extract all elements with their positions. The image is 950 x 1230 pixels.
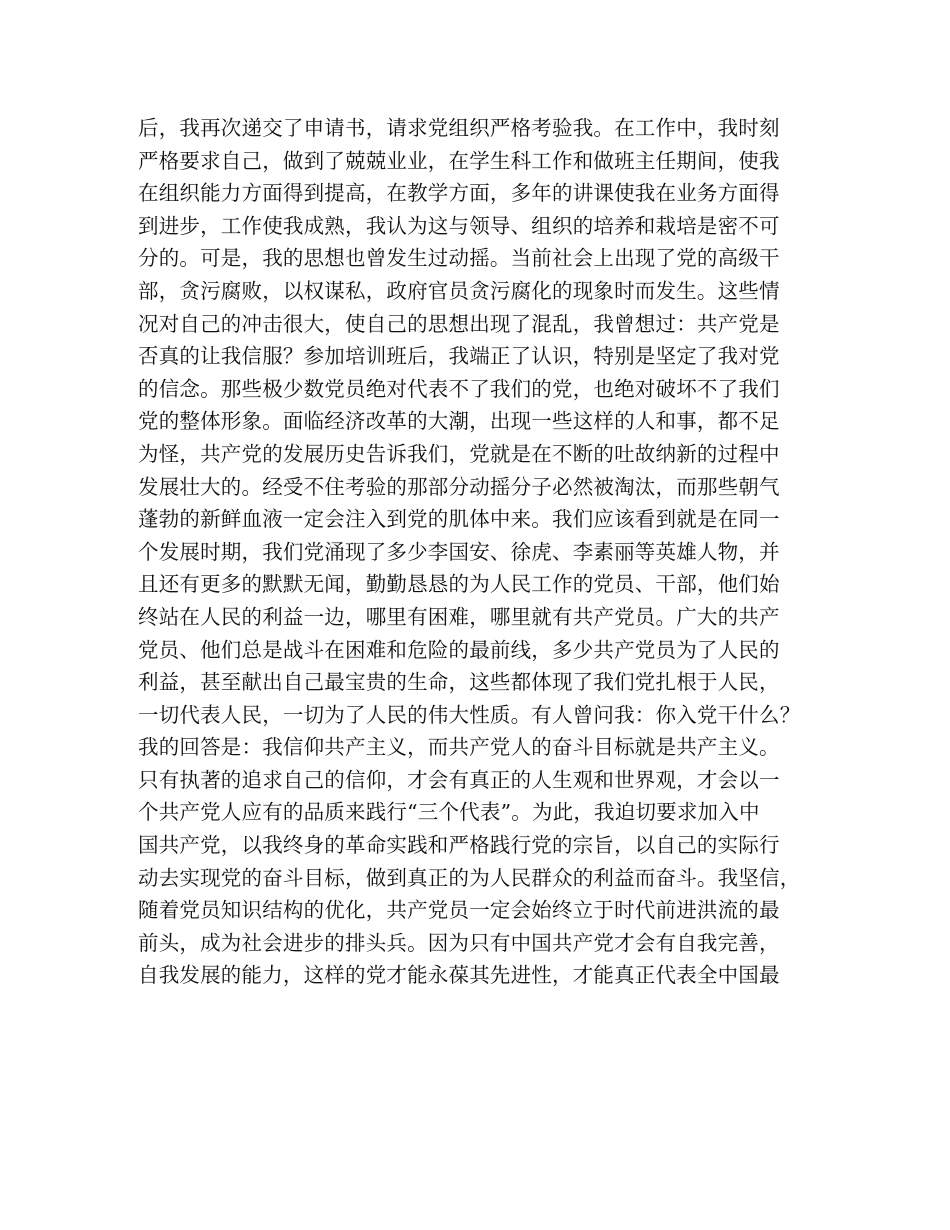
text-line: 分的。可是，我的思想也曾发生过动摇。当前社会上出现了党的高级干 — [138, 246, 780, 271]
text-line: 动去实现党的奋斗目标，做到真正的为人民群众的利益而奋斗。我坚信， — [138, 865, 801, 890]
text-line: 党员、他们总是战斗在困难和危险的最前线，多少共产党员为了人民的 — [138, 637, 780, 662]
text-line: 在组织能力方面得到提高，在教学方面，多年的讲课使我在业务方面得 — [138, 181, 780, 206]
text-line: 到进步，工作使我成熟，我认为这与领导、组织的培养和栽培是密不可 — [138, 213, 780, 238]
text-line: 部，贪污腐败，以权谋私，政府官员贪污腐化的现象时而发生。这些情 — [138, 278, 780, 303]
text-line: 一切代表人民，一切为了人民的伟大性质。有人曾问我：你入党干什么？ — [138, 702, 801, 727]
text-line: 只有执著的追求自己的信仰，才会有真正的人生观和世界观，才会以一 — [138, 767, 780, 792]
text-line: 况对自己的冲击很大，使自己的思想出现了混乱，我曾想过：共产党是 — [138, 311, 780, 336]
text-line: 否真的让我信服？参加培训班后，我端正了认识，特别是坚定了我对党 — [138, 344, 780, 369]
text-line: 个共产党人应有的品质来践行“三个代表”。为此，我迫切要求加入中 — [138, 800, 760, 825]
text-line: 蓬勃的新鲜血液一定会注入到党的肌体中来。我们应该看到就是在同一 — [138, 507, 780, 532]
text-line: 严格要求自己，做到了兢兢业业，在学生科工作和做班主任期间，使我 — [138, 148, 780, 173]
text-line: 随着党员知识结构的优化，共产党员一定会始终立于时代前进洪流的最 — [138, 898, 780, 923]
text-line: 个发展时期，我们党涌现了多少李国安、徐虎、李素丽等英雄人物，并 — [138, 539, 780, 564]
text-line: 自我发展的能力，这样的党才能永葆其先进性，才能真正代表全中国最 — [138, 963, 780, 988]
text-line: 国共产党，以我终身的革命实践和严格践行党的宗旨，以自己的实际行 — [138, 833, 780, 858]
body-text — [138, 112, 838, 992]
text-line: 党的整体形象。面临经济改革的大潮，出现一些这样的人和事，都不足 — [138, 409, 780, 434]
text-line: 我的回答是：我信仰共产主义，而共产党人的奋斗目标就是共产主义。 — [138, 735, 780, 760]
text-line: 发展壮大的。经受不住考验的那部分动摇分子必然被淘汰，而那些朝气 — [138, 474, 780, 499]
text-line: 终站在人民的利益一边，哪里有困难，哪里就有共产党员。广大的共产 — [138, 604, 780, 629]
text-line: 利益，甚至献出自己最宝贵的生命，这些都体现了我们党扎根于人民， — [138, 670, 780, 695]
text-line: 前头，成为社会进步的排头兵。因为只有中国共产党才会有自我完善， — [138, 930, 780, 955]
text-line: 的信念。那些极少数党员绝对代表不了我们的党，也绝对破坏不了我们 — [138, 376, 780, 401]
text-line: 后，我再次递交了申请书，请求党组织严格考验我。在工作中，我时刻 — [138, 116, 780, 140]
text-line: 且还有更多的默默无闻，勤勤恳恳的为人民工作的党员、干部，他们始 — [138, 572, 780, 597]
text-line: 为怪，共产党的发展历史告诉我们，党就是在不断的吐故纳新的过程中 — [138, 441, 780, 466]
